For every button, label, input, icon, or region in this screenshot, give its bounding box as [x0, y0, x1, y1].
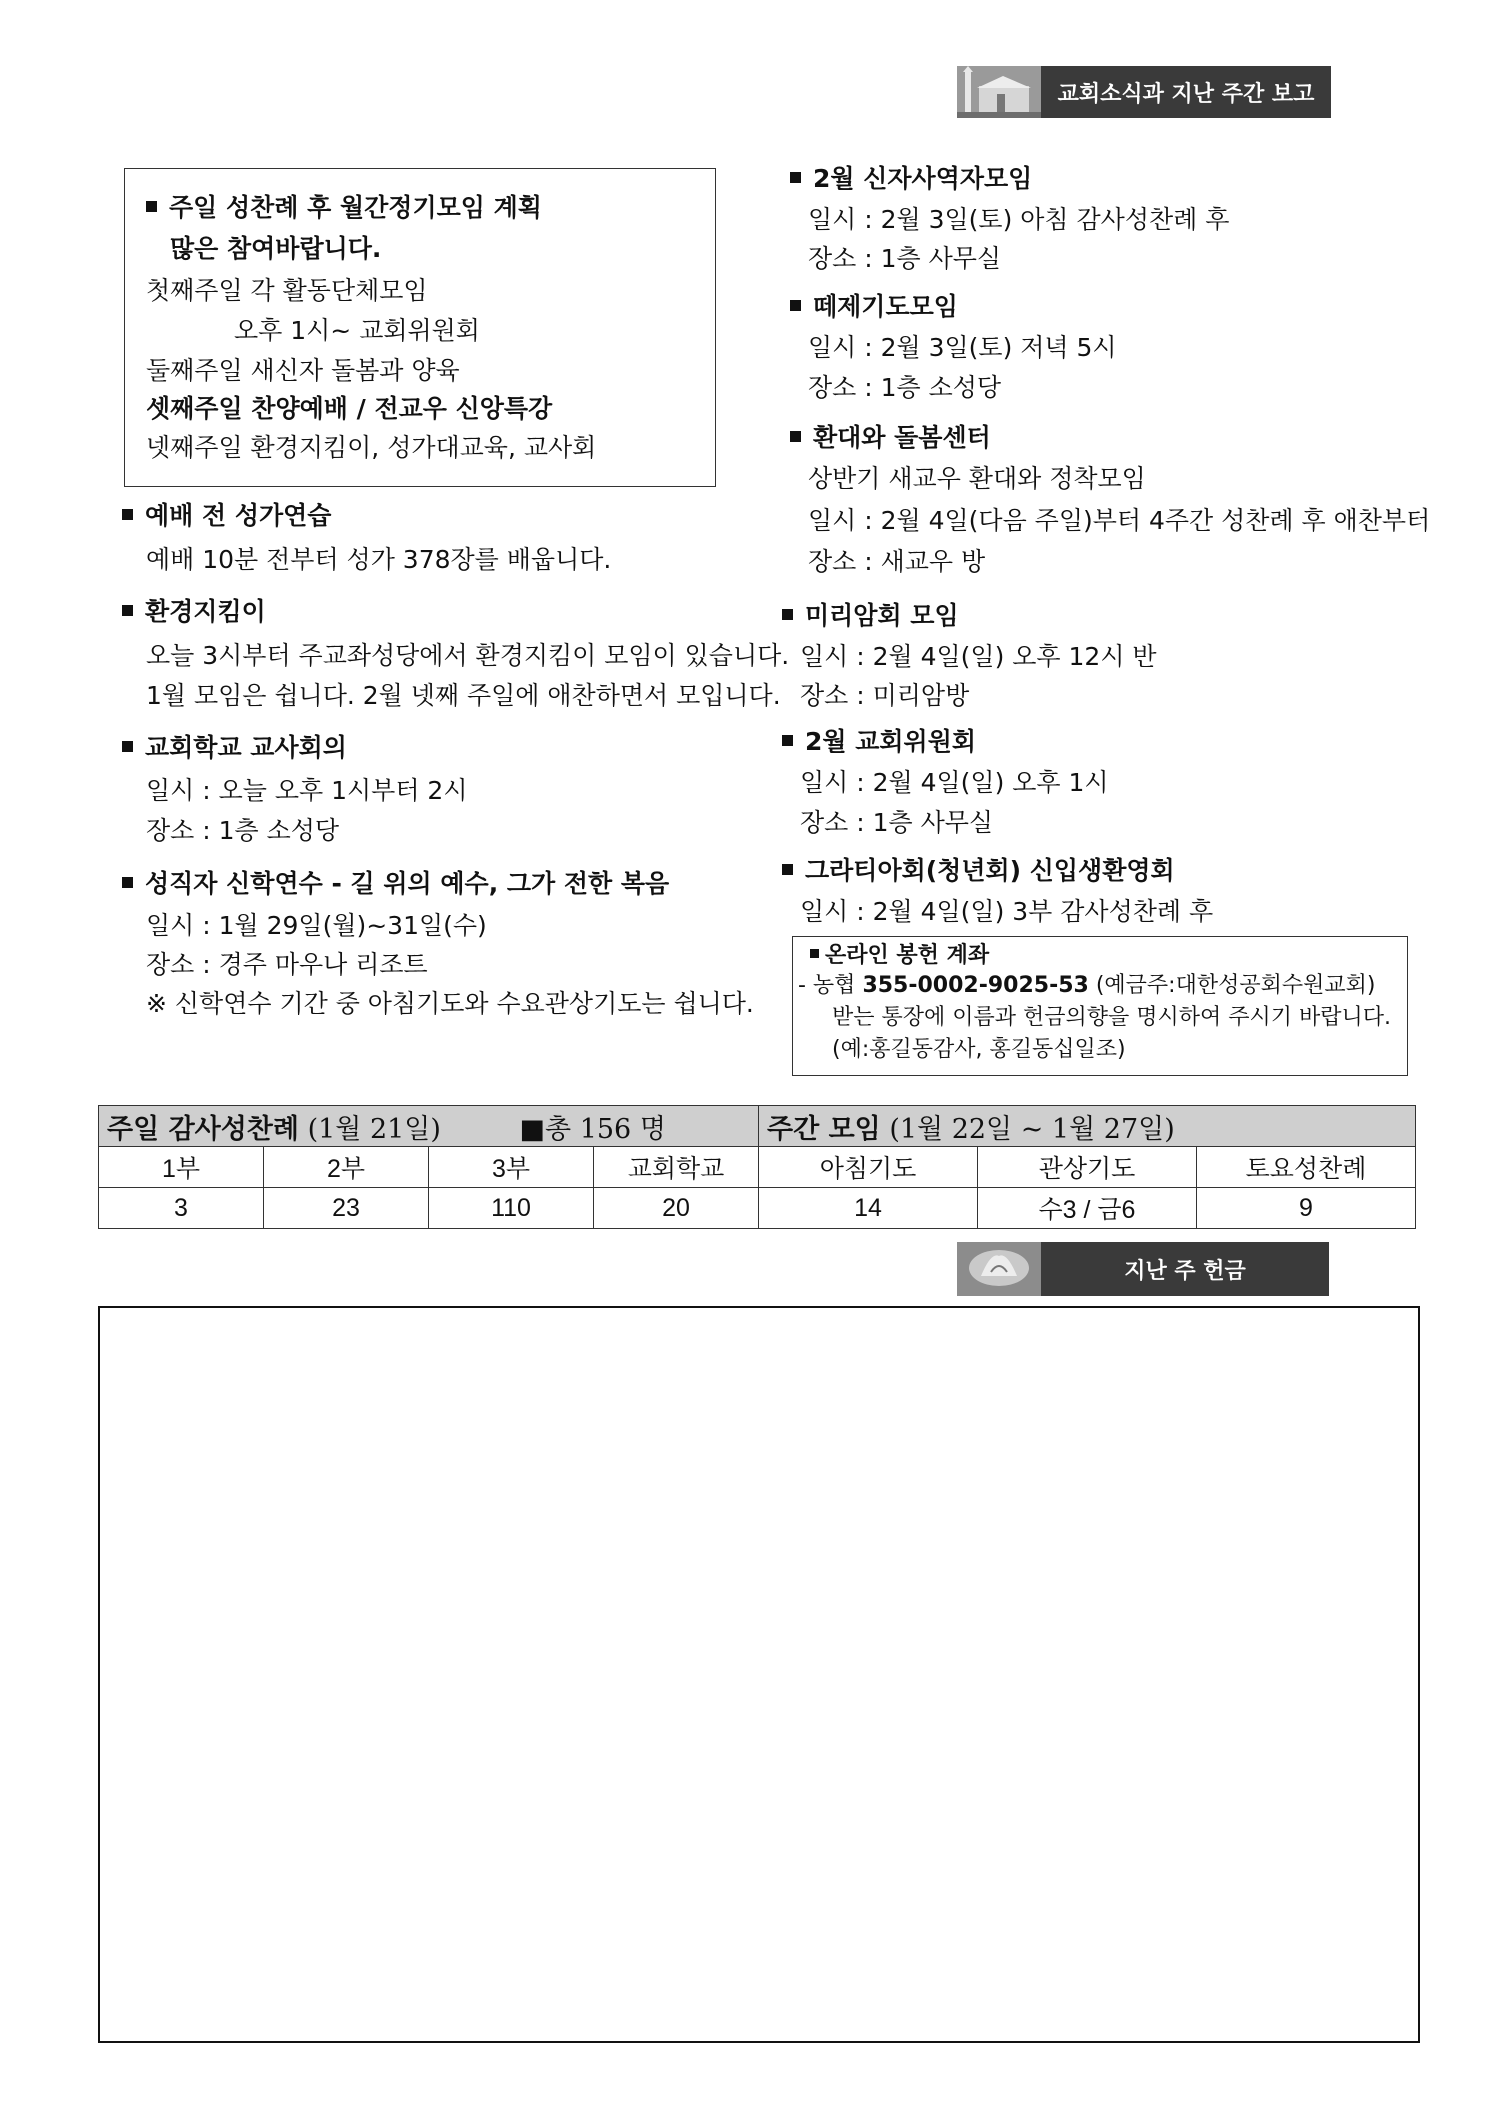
table-cell: 23 — [264, 1188, 429, 1229]
bullet-square-icon — [782, 735, 793, 746]
account-line: 받는 통장에 이름과 헌금의향을 명시하여 주시기 바랍니다. — [832, 1005, 1392, 1030]
column-header: 2부 — [264, 1147, 429, 1188]
bullet-square-icon — [122, 741, 133, 752]
section-line: 일시 : 2월 4일(다음 주일)부터 4주간 성찬례 후 애찬부터 — [808, 506, 1431, 535]
bullet-square-icon — [782, 864, 793, 875]
bullet-square-icon — [122, 877, 133, 888]
section-heading: 그라티아회(청년회) 신입생환영회 — [782, 855, 1175, 887]
column-header: 교회학교 — [594, 1147, 759, 1188]
section-heading: 환경지킴이 — [122, 596, 266, 628]
account-line: - 농협 355-0002-9025-53 (예금주:대한성공회수원교회) — [798, 973, 1376, 998]
account-line: (예:홍길동감사, 홍길동십일조) — [832, 1037, 1126, 1062]
section-line: 장소 : 1층 사무실 — [800, 808, 994, 837]
section-line: 장소 : 1층 소성당 — [146, 816, 340, 845]
section-line: 일시 : 1월 29일(월)~31일(수) — [146, 911, 487, 940]
section-heading: 환대와 돌봄센터 — [790, 422, 991, 454]
section-line: 일시 : 2월 4일(일) 오후 1시 — [800, 768, 1109, 797]
section-heading: 떼제기도모임 — [790, 291, 958, 323]
table-cell: 14 — [759, 1188, 978, 1229]
section-heading: 2월 신자사역자모임 — [790, 163, 1032, 195]
section-heading: 교회학교 교사회의 — [122, 732, 347, 764]
section-line: 상반기 새교우 환대와 정착모임 — [808, 464, 1146, 493]
box-subtitle: 많은 참여바랍니다. — [170, 234, 382, 263]
attendance-column-row — [99, 1147, 1416, 1188]
section-title: 교회소식과 지난 주간 보고 — [1041, 66, 1331, 118]
offering-box — [98, 1306, 1420, 2043]
header-image — [957, 66, 1041, 118]
section-line: 장소 : 새교우 방 — [808, 547, 986, 576]
table-cell: 3 — [99, 1188, 264, 1229]
total-count: ■총 156 명 — [519, 1113, 666, 1145]
box-title: 주일 성찬례 후 월간정기모임 계획 — [146, 192, 542, 224]
section-line: 1월 모임은 쉽니다. 2월 넷째 주일에 애찬하면서 모입니다. — [146, 681, 781, 710]
column-header: 아침기도 — [759, 1147, 978, 1188]
bullet-square-icon — [790, 172, 801, 183]
bullet-square-icon — [782, 609, 793, 620]
bullet-square-icon — [146, 201, 157, 212]
section-line: 일시 : 2월 3일(토) 아침 감사성찬례 후 — [808, 205, 1230, 234]
attendance-value-row — [99, 1188, 1416, 1229]
section-line: 오늘 3시부터 주교좌성당에서 환경지킴이 모임이 있습니다. — [146, 641, 790, 670]
section-line: 장소 : 1층 소성당 — [808, 373, 1002, 402]
section-line: 일시 : 2월 3일(토) 저녁 5시 — [808, 333, 1117, 362]
column-header: 3부 — [429, 1147, 594, 1188]
box-line: 넷째주일 환경지킴이, 성가대교육, 교사회 — [146, 433, 597, 462]
section-line: 일시 : 2월 4일(일) 3부 감사성찬례 후 — [800, 897, 1214, 926]
bullet-square-icon — [122, 605, 133, 616]
section-line: 일시 : 오늘 오후 1시부터 2시 — [146, 776, 468, 805]
section-line: 장소 : 1층 사무실 — [808, 244, 1002, 273]
section-heading: 미리암회 모임 — [782, 600, 959, 632]
column-header: 토요성찬례 — [1197, 1147, 1416, 1188]
section-line: 일시 : 2월 4일(일) 오후 12시 반 — [800, 642, 1157, 671]
column-header: 1부 — [99, 1147, 264, 1188]
offering-title: 지난 주 헌금 — [1041, 1242, 1329, 1296]
weekly-meeting-header: 주간 모임 (1월 22일 ~ 1월 27일) — [759, 1106, 1416, 1147]
column-header: 관상기도 — [978, 1147, 1197, 1188]
account-number: 355-0002-9025-53 — [862, 973, 1089, 998]
section-line: 예배 10분 전부터 성가 378장를 배웁니다. — [146, 545, 612, 574]
bullet-square-icon — [810, 949, 819, 958]
table-cell: 수3 / 금6 — [978, 1188, 1197, 1229]
offering-image — [957, 1242, 1041, 1296]
box-line: 둘째주일 새신자 돌봄과 양육 — [146, 356, 460, 385]
attendance-table — [98, 1105, 1416, 1229]
section-heading: 예배 전 성가연습 — [122, 500, 331, 532]
praying-hands-icon — [957, 1242, 1041, 1296]
box-line: 첫째주일 각 활동단체모임 — [146, 276, 428, 305]
section-line: 장소 : 경주 마우나 리조트 — [146, 950, 428, 979]
bullet-square-icon — [122, 509, 133, 520]
table-cell: 9 — [1197, 1188, 1416, 1229]
bullet-square-icon — [790, 431, 801, 442]
section-line: ※ 신학연수 기간 중 아침기도와 수요관상기도는 쉽니다. — [146, 989, 754, 1018]
bullet-square-icon — [790, 300, 801, 311]
section-heading: 2월 교회위원회 — [782, 726, 976, 758]
section-line: 장소 : 미리암방 — [800, 681, 970, 710]
box-line: 오후 1시~ 교회위원회 — [234, 316, 480, 345]
section-heading: 성직자 신학연수 - 길 위의 예수, 그가 전한 복음 — [122, 868, 669, 900]
attendance-header-row — [99, 1106, 1416, 1147]
table-cell: 110 — [429, 1188, 594, 1229]
box-line: 셋째주일 찬양예배 / 전교우 신앙특강 — [146, 394, 553, 423]
sunday-attendance-header: 주일 감사성찬례 (1월 21일) ■총 156 명 — [99, 1106, 759, 1147]
table-cell: 20 — [594, 1188, 759, 1229]
account-box-title: 온라인 봉헌 계좌 — [810, 940, 989, 972]
church-building-icon — [957, 66, 1041, 118]
